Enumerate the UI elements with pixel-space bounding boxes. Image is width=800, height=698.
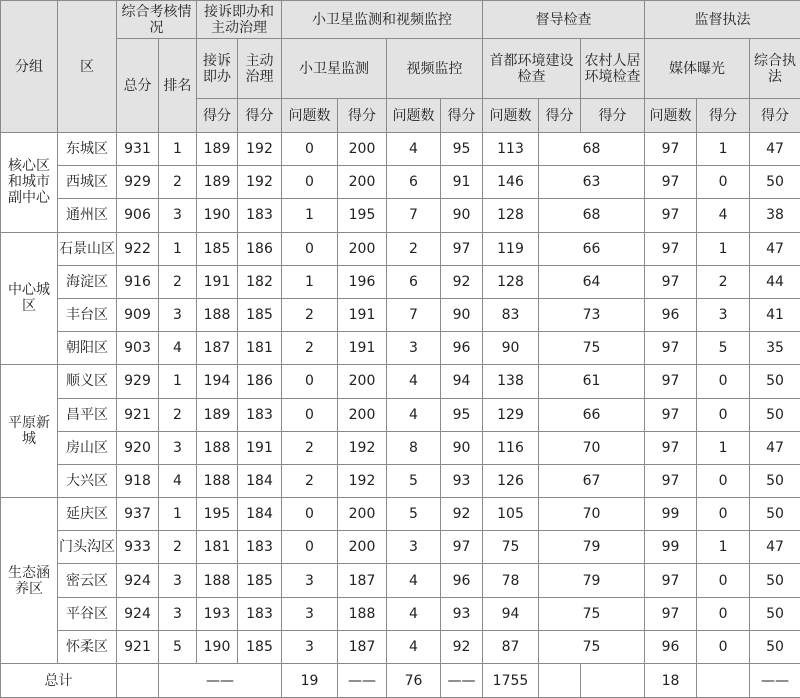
value-cell: 2 xyxy=(282,431,338,464)
value-cell: 191 xyxy=(338,332,387,365)
value-cell: 0 xyxy=(282,398,338,431)
value-cell: 66 xyxy=(539,398,645,431)
issues-subheader: 问题数 xyxy=(387,99,441,133)
score-subheader: 得分 xyxy=(238,99,282,133)
table-row xyxy=(1,630,800,663)
value-cell: 3 xyxy=(159,597,197,630)
value-cell: 50 xyxy=(750,166,800,199)
value-cell: 95 xyxy=(441,398,483,431)
table-row xyxy=(1,365,800,398)
value-cell: 4 xyxy=(387,133,441,166)
value-cell: 63 xyxy=(539,166,645,199)
group-name: 中心城区 xyxy=(1,232,58,365)
value-cell: 3 xyxy=(159,431,197,464)
value-cell: 195 xyxy=(197,498,238,531)
table-row xyxy=(1,398,800,431)
value-cell: 933 xyxy=(117,531,159,564)
value-cell: 3 xyxy=(697,298,750,331)
district-header: 区 xyxy=(58,1,117,133)
value-cell: 188 xyxy=(197,431,238,464)
value-cell: 96 xyxy=(441,332,483,365)
value-cell: 97 xyxy=(645,431,697,464)
value-cell: 97 xyxy=(645,265,697,298)
value-cell: 97 xyxy=(645,199,697,232)
video-header: 视频监控 xyxy=(387,39,483,99)
value-cell: 185 xyxy=(238,298,282,331)
total-label: 总计 xyxy=(1,664,117,698)
value-cell: 113 xyxy=(483,133,539,166)
value-cell: 97 xyxy=(645,398,697,431)
value-cell: 5 xyxy=(387,464,441,497)
value-cell: 0 xyxy=(697,166,750,199)
value-cell: 91 xyxy=(441,166,483,199)
value-cell: 183 xyxy=(238,597,282,630)
value-cell: 181 xyxy=(197,531,238,564)
value-cell: 1 xyxy=(697,431,750,464)
complaint-group-header: 接诉即办和主动治理 xyxy=(197,1,282,39)
value-cell: 95 xyxy=(441,133,483,166)
table-row xyxy=(1,265,800,298)
value-cell: 4 xyxy=(697,199,750,232)
value-cell: 1 xyxy=(282,199,338,232)
value-cell: 3 xyxy=(282,597,338,630)
value-cell: 1 xyxy=(159,133,197,166)
value-cell: 105 xyxy=(483,498,539,531)
value-cell: 3 xyxy=(159,298,197,331)
issues-subheader: 问题数 xyxy=(483,99,539,133)
value-cell: 183 xyxy=(238,398,282,431)
value-cell: 187 xyxy=(197,332,238,365)
table-row xyxy=(1,166,800,199)
district-name: 海淀区 xyxy=(58,265,117,298)
score-subheader: 得分 xyxy=(441,99,483,133)
value-cell: 83 xyxy=(483,298,539,331)
value-cell: 186 xyxy=(238,365,282,398)
value-cell: 68 xyxy=(539,133,645,166)
value-cell: 129 xyxy=(483,398,539,431)
value-cell: 5 xyxy=(159,630,197,663)
value-cell: 2 xyxy=(282,332,338,365)
value-cell: 0 xyxy=(282,166,338,199)
value-cell: 116 xyxy=(483,431,539,464)
value-cell: 75 xyxy=(539,597,645,630)
supervision-header: 督导检查 xyxy=(483,1,645,39)
value-cell: 6 xyxy=(387,166,441,199)
value-cell: 78 xyxy=(483,564,539,597)
value-cell: 0 xyxy=(282,232,338,265)
value-cell: 3 xyxy=(159,199,197,232)
value-cell: 2 xyxy=(159,531,197,564)
value-cell: 929 xyxy=(117,166,159,199)
value-cell: 97 xyxy=(441,232,483,265)
value-cell: 70 xyxy=(539,498,645,531)
district-name: 西城区 xyxy=(58,166,117,199)
value-cell: 2 xyxy=(282,298,338,331)
value-cell: 2 xyxy=(697,265,750,298)
value-cell: 128 xyxy=(483,265,539,298)
value-cell: 922 xyxy=(117,232,159,265)
value-cell: 7 xyxy=(387,199,441,232)
district-name: 石景山区 xyxy=(58,232,117,265)
table-row xyxy=(1,133,800,166)
value-cell: 903 xyxy=(117,332,159,365)
value-cell: 0 xyxy=(282,531,338,564)
value-cell: 5 xyxy=(697,332,750,365)
table-row xyxy=(1,498,800,531)
score-subheader: 得分 xyxy=(697,99,750,133)
value-cell: 200 xyxy=(338,133,387,166)
media-header: 媒体曝光 xyxy=(645,39,750,99)
value-cell: 126 xyxy=(483,464,539,497)
value-cell: 0 xyxy=(697,597,750,630)
score-subheader: 得分 xyxy=(539,99,581,133)
value-cell: 189 xyxy=(197,398,238,431)
group-name: 核心区和城市副中心 xyxy=(1,133,58,233)
value-cell: 92 xyxy=(441,630,483,663)
district-name: 昌平区 xyxy=(58,398,117,431)
value-cell: 119 xyxy=(483,232,539,265)
value-cell: 0 xyxy=(697,464,750,497)
value-cell: 90 xyxy=(483,332,539,365)
value-cell: 0 xyxy=(697,398,750,431)
value-cell: 200 xyxy=(338,365,387,398)
value-cell: 189 xyxy=(197,166,238,199)
value-cell: 183 xyxy=(238,531,282,564)
value-cell: 188 xyxy=(197,298,238,331)
district-name: 平谷区 xyxy=(58,597,117,630)
district-name: 怀柔区 xyxy=(58,630,117,663)
value-cell: 924 xyxy=(117,564,159,597)
value-cell: 4 xyxy=(387,398,441,431)
table-row xyxy=(1,298,800,331)
value-cell: 68 xyxy=(539,199,645,232)
value-cell: 128 xyxy=(483,199,539,232)
group-name: 生态涵养区 xyxy=(1,498,58,664)
value-cell: 7 xyxy=(387,298,441,331)
table-row xyxy=(1,564,800,597)
value-cell: 2 xyxy=(387,232,441,265)
value-cell: 2 xyxy=(159,398,197,431)
district-name: 门头沟区 xyxy=(58,531,117,564)
table-row xyxy=(1,464,800,497)
value-cell: 93 xyxy=(441,464,483,497)
value-cell: 931 xyxy=(117,133,159,166)
value-cell: 3 xyxy=(159,564,197,597)
value-cell: 97 xyxy=(645,166,697,199)
value-cell: 196 xyxy=(338,265,387,298)
score-subheader: 得分 xyxy=(338,99,387,133)
value-cell: 192 xyxy=(238,166,282,199)
issues-subheader: 问题数 xyxy=(645,99,697,133)
value-cell: 192 xyxy=(238,133,282,166)
value-cell: 5 xyxy=(387,498,441,531)
satellite-video-header: 小卫星监测和视频监控 xyxy=(282,1,483,39)
value-cell: 1 xyxy=(697,133,750,166)
total-cell xyxy=(581,664,645,698)
district-name: 顺义区 xyxy=(58,365,117,398)
value-cell: 97 xyxy=(645,232,697,265)
table-row xyxy=(1,199,800,232)
value-cell: 90 xyxy=(441,431,483,464)
value-cell: 3 xyxy=(282,630,338,663)
value-cell: 6 xyxy=(387,265,441,298)
table-row xyxy=(1,332,800,365)
value-cell: 188 xyxy=(197,564,238,597)
value-cell: 2 xyxy=(159,166,197,199)
value-cell: 1 xyxy=(282,265,338,298)
value-cell: 146 xyxy=(483,166,539,199)
group-header: 分组 xyxy=(1,1,58,133)
value-cell: 3 xyxy=(282,564,338,597)
value-cell: 4 xyxy=(387,365,441,398)
value-cell: 192 xyxy=(338,464,387,497)
value-cell: 61 xyxy=(539,365,645,398)
value-cell: 0 xyxy=(697,630,750,663)
total-cell: —— xyxy=(338,664,387,698)
district-name: 房山区 xyxy=(58,431,117,464)
rank-header: 排名 xyxy=(159,39,197,133)
value-cell: 185 xyxy=(238,630,282,663)
value-cell: 50 xyxy=(750,630,800,663)
table-body xyxy=(1,133,800,664)
value-cell: 184 xyxy=(238,498,282,531)
total-cell: 19 xyxy=(282,664,338,698)
value-cell: 191 xyxy=(197,265,238,298)
value-cell: 92 xyxy=(441,265,483,298)
active-governance-header: 主动治理 xyxy=(238,39,282,99)
value-cell: 200 xyxy=(338,166,387,199)
value-cell: 909 xyxy=(117,298,159,331)
enforcement-header: 监督执法 xyxy=(645,1,800,39)
value-cell: 70 xyxy=(539,431,645,464)
value-cell: 87 xyxy=(483,630,539,663)
value-cell: 90 xyxy=(441,298,483,331)
total-cell: 18 xyxy=(645,664,697,698)
comprehensive-header: 综合执法 xyxy=(750,39,800,99)
value-cell: 47 xyxy=(750,232,800,265)
table-row xyxy=(1,431,800,464)
total-cell: 76 xyxy=(387,664,441,698)
value-cell: 185 xyxy=(238,564,282,597)
value-cell: 188 xyxy=(197,464,238,497)
district-name: 密云区 xyxy=(58,564,117,597)
value-cell: 921 xyxy=(117,398,159,431)
total-score-header: 总分 xyxy=(117,39,159,133)
score-subheader: 得分 xyxy=(581,99,645,133)
value-cell: 8 xyxy=(387,431,441,464)
value-cell: 4 xyxy=(387,564,441,597)
value-cell: 189 xyxy=(197,133,238,166)
value-cell: 3 xyxy=(387,332,441,365)
assessment-header: 综合考核情况 xyxy=(117,1,197,39)
value-cell: 1 xyxy=(697,232,750,265)
value-cell: 188 xyxy=(338,597,387,630)
value-cell: 38 xyxy=(750,199,800,232)
value-cell: 99 xyxy=(645,531,697,564)
value-cell: 183 xyxy=(238,199,282,232)
value-cell: 94 xyxy=(441,365,483,398)
value-cell: 96 xyxy=(645,298,697,331)
value-cell: 75 xyxy=(539,630,645,663)
value-cell: 64 xyxy=(539,265,645,298)
value-cell: 0 xyxy=(282,133,338,166)
value-cell: 4 xyxy=(159,332,197,365)
value-cell: 200 xyxy=(338,531,387,564)
group-name: 平原新城 xyxy=(1,365,58,498)
value-cell: 50 xyxy=(750,498,800,531)
value-cell: 193 xyxy=(197,597,238,630)
value-cell: 96 xyxy=(645,630,697,663)
value-cell: 0 xyxy=(282,498,338,531)
satellite-header: 小卫星监测 xyxy=(282,39,387,99)
score-subheader: 得分 xyxy=(197,99,238,133)
value-cell: 50 xyxy=(750,597,800,630)
value-cell: 75 xyxy=(483,531,539,564)
value-cell: 79 xyxy=(539,531,645,564)
value-cell: 181 xyxy=(238,332,282,365)
value-cell: 921 xyxy=(117,630,159,663)
value-cell: 50 xyxy=(750,464,800,497)
value-cell: 4 xyxy=(159,464,197,497)
value-cell: 187 xyxy=(338,564,387,597)
total-cell: 1755 xyxy=(483,664,539,698)
total-cell: —— xyxy=(159,664,282,698)
value-cell: 194 xyxy=(197,365,238,398)
value-cell: 96 xyxy=(441,564,483,597)
value-cell: 47 xyxy=(750,431,800,464)
value-cell: 2 xyxy=(282,464,338,497)
value-cell: 67 xyxy=(539,464,645,497)
total-cell: —— xyxy=(750,664,800,698)
value-cell: 937 xyxy=(117,498,159,531)
value-cell: 185 xyxy=(197,232,238,265)
value-cell: 186 xyxy=(238,232,282,265)
value-cell: 47 xyxy=(750,133,800,166)
value-cell: 924 xyxy=(117,597,159,630)
value-cell: 90 xyxy=(441,199,483,232)
value-cell: 200 xyxy=(338,398,387,431)
value-cell: 97 xyxy=(645,332,697,365)
value-cell: 92 xyxy=(441,498,483,531)
value-cell: 192 xyxy=(338,431,387,464)
total-row xyxy=(1,664,800,698)
value-cell: 97 xyxy=(645,597,697,630)
value-cell: 200 xyxy=(338,232,387,265)
issues-subheader: 问题数 xyxy=(282,99,338,133)
value-cell: 75 xyxy=(539,332,645,365)
value-cell: 79 xyxy=(539,564,645,597)
value-cell: 97 xyxy=(645,365,697,398)
value-cell: 35 xyxy=(750,332,800,365)
value-cell: 184 xyxy=(238,464,282,497)
value-cell: 93 xyxy=(441,597,483,630)
value-cell: 1 xyxy=(697,531,750,564)
value-cell: 138 xyxy=(483,365,539,398)
district-name: 延庆区 xyxy=(58,498,117,531)
district-name: 大兴区 xyxy=(58,464,117,497)
value-cell: 0 xyxy=(697,564,750,597)
value-cell: 0 xyxy=(282,365,338,398)
value-cell: 47 xyxy=(750,531,800,564)
value-cell: 99 xyxy=(645,498,697,531)
value-cell: 50 xyxy=(750,398,800,431)
value-cell: 916 xyxy=(117,265,159,298)
value-cell: 2 xyxy=(159,265,197,298)
value-cell: 1 xyxy=(159,365,197,398)
total-cell: —— xyxy=(441,664,483,698)
table-row xyxy=(1,597,800,630)
score-subheader: 得分 xyxy=(750,99,800,133)
value-cell: 4 xyxy=(387,597,441,630)
value-cell: 44 xyxy=(750,265,800,298)
value-cell: 182 xyxy=(238,265,282,298)
value-cell: 97 xyxy=(645,564,697,597)
total-cell xyxy=(117,664,159,698)
value-cell: 191 xyxy=(238,431,282,464)
value-cell: 97 xyxy=(645,133,697,166)
capital-env-header: 首都环境建设检查 xyxy=(483,39,581,99)
value-cell: 97 xyxy=(441,531,483,564)
value-cell: 4 xyxy=(387,630,441,663)
value-cell: 1 xyxy=(159,498,197,531)
district-name: 朝阳区 xyxy=(58,332,117,365)
district-name: 东城区 xyxy=(58,133,117,166)
value-cell: 73 xyxy=(539,298,645,331)
rural-env-header: 农村人居环境检查 xyxy=(581,39,645,99)
value-cell: 50 xyxy=(750,564,800,597)
value-cell: 0 xyxy=(697,365,750,398)
value-cell: 3 xyxy=(387,531,441,564)
value-cell: 191 xyxy=(338,298,387,331)
value-cell: 94 xyxy=(483,597,539,630)
value-cell: 1 xyxy=(159,232,197,265)
value-cell: 906 xyxy=(117,199,159,232)
district-name: 丰台区 xyxy=(58,298,117,331)
value-cell: 66 xyxy=(539,232,645,265)
value-cell: 187 xyxy=(338,630,387,663)
value-cell: 920 xyxy=(117,431,159,464)
value-cell: 918 xyxy=(117,464,159,497)
value-cell: 195 xyxy=(338,199,387,232)
value-cell: 929 xyxy=(117,365,159,398)
table-row xyxy=(1,531,800,564)
value-cell: 190 xyxy=(197,630,238,663)
value-cell: 50 xyxy=(750,365,800,398)
table-row xyxy=(1,232,800,265)
total-cell xyxy=(697,664,750,698)
value-cell: 200 xyxy=(338,498,387,531)
total-cell xyxy=(539,664,581,698)
value-cell: 41 xyxy=(750,298,800,331)
district-name: 通州区 xyxy=(58,199,117,232)
value-cell: 0 xyxy=(697,498,750,531)
complaint-header: 接诉即办 xyxy=(197,39,238,99)
value-cell: 190 xyxy=(197,199,238,232)
value-cell: 97 xyxy=(645,464,697,497)
